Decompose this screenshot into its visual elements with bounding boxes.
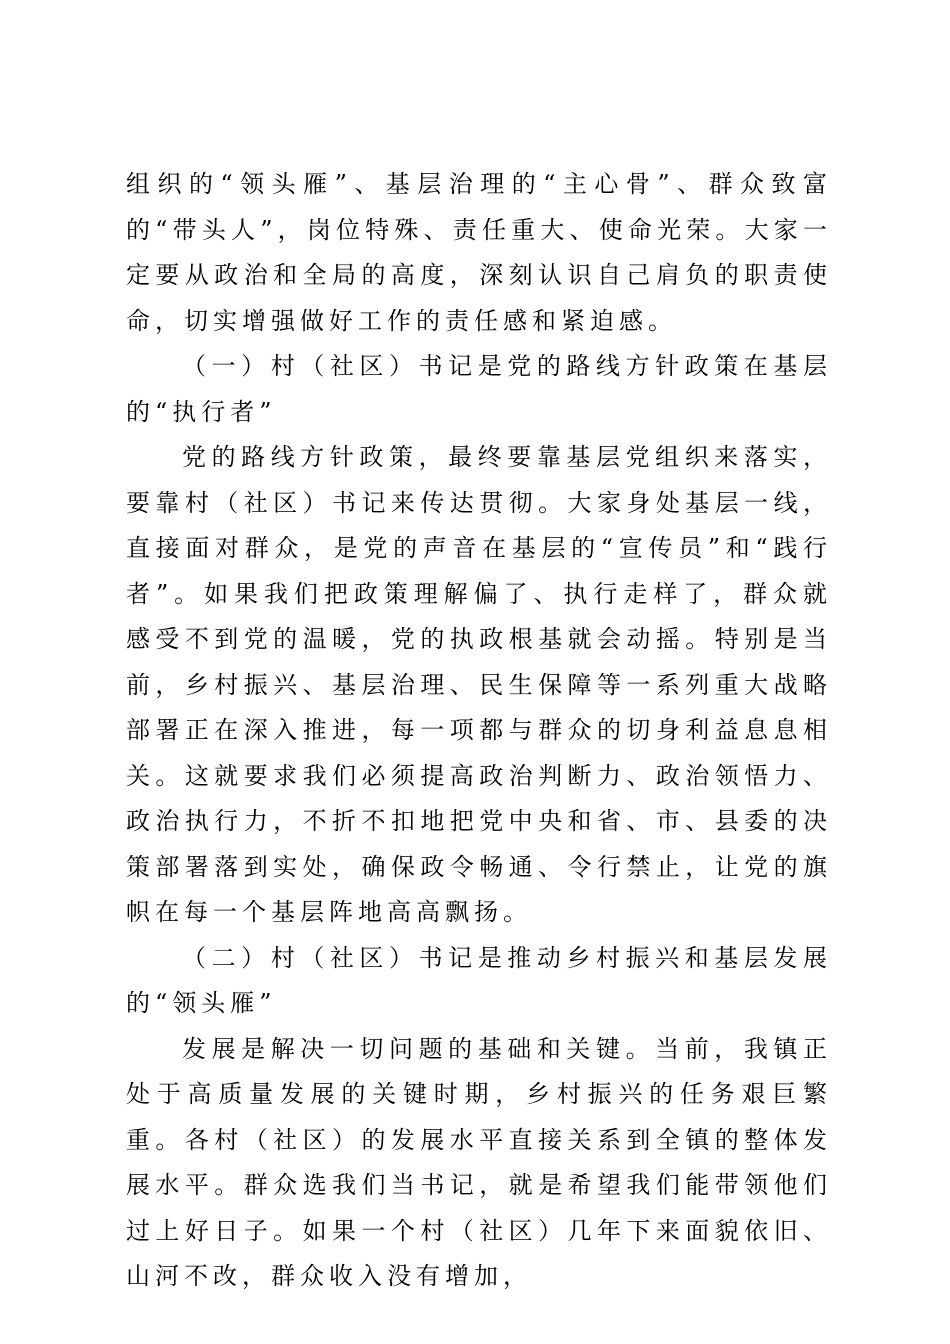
section-heading-2: （二）村（社区）书记是推动乡村振兴和基层发展的“领头雁”: [126, 943, 832, 1017]
document-body: [126, 162, 832, 1300]
section-heading-1: （一）村（社区）书记是党的路线方针政策在基层的“执行者”: [126, 352, 832, 426]
paragraph-section-1: 党的路线方针政策，最终要靠基层党组织来落实，要靠村（社区）书记来传达贯彻。大家身处基层一线，直接面对群众，是党的声音在基层的“宣传员”和“践行者”。如果我们把政策理解偏了、执行走样了，群众就感受不到党的温暖，党的执政根基就会动摇。特别是当前，乡村振兴、基层治理、民生保障等一系列重大战略部署正在深入推进，每一项都与群众的切身利益息息相关。这就要求我们必须提高政治判断力、政治领悟力、政治执行力，不折不扣地把党中央和省、市、县委的决策部署落到实处，确保政令畅通、令行禁止，让党的旗帜在每一个基层阵地高高飘扬。: [126, 443, 832, 926]
paragraph-section-2: 发展是解决一切问题的基础和关键。当前，我镇正处于高质量发展的关键时期，乡村振兴的任务艰巨繁重。各村（社区）的发展水平直接关系到全镇的整体发展水平。群众选我们当书记，就是希望我们能带领他们过上好日子。如果一个村（社区）几年下来面貌依旧、山河不改，群众收入没有增加，: [126, 1034, 832, 1290]
paragraph-intro-continuation: 组织的“领头雁”、基层治理的“主心骨”、群众致富的“带头人”，岗位特殊、责任重大、使命光荣。大家一定要从政治和全局的高度，深刻认识自己肩负的职责使命，切实增强做好工作的责任感和紧迫感。: [126, 170, 832, 335]
